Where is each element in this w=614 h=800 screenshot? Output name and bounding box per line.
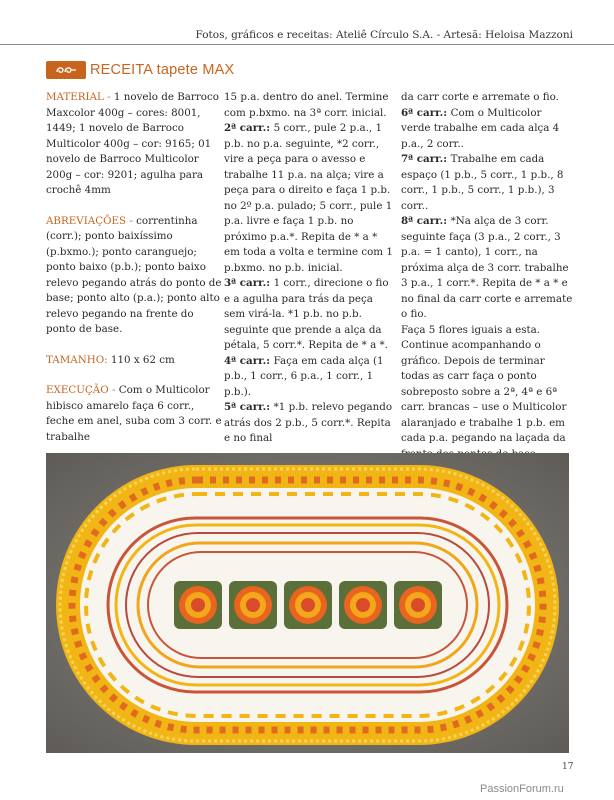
rug-photo	[46, 453, 569, 753]
size-text: 110 x 62 cm	[110, 353, 175, 366]
execution-label: EXECUÇÃO -	[46, 384, 119, 396]
page-header	[0, 29, 614, 45]
execution-paragraph	[46, 383, 222, 445]
row-3-text: 1 corr., direcione o fio e a agulha para trás da peça sem virá-la. *1 p.b. no p.b. seguinte que prende a alça da pétala, 5 corr.*. Repita de * a *.	[224, 277, 389, 351]
yarn-swirl-icon	[46, 61, 86, 79]
row-6-text: Com o Multicolor verde trabalhe em cada alça 4 p.a., 2 corr..	[401, 106, 560, 150]
row-8-label: 8ª carr.:	[401, 215, 451, 227]
row-7-paragraph	[401, 152, 573, 214]
execution-text: Com o Multicolor hibisco amarelo faça 6 corr., feche em anel, suba com 3 corr. e trabalhe	[46, 384, 222, 443]
size-paragraph	[46, 353, 222, 369]
row-2-text: 5 corr., pule 2 p.a., 1 p.b. no p.a. seguinte, *2 corr., vire a peça para o avesso e trabalhe 11 p.a. na alça; vire a peça para o direito e faça 1 p.b. no 2º p.a. pulado; 5 corr., pule 1 p.a. livre e faça 1 p.b. no próximo p.a.*. Repita de * a * em toda a volta e termine com 1 p.bxmo. no p.b. inicial.	[224, 122, 393, 274]
size-label: TAMANHO:	[46, 353, 111, 366]
row-5-text: *1 p.b. relevo pegando atrás dos 2 p.b., 5 corr.*. Repita e no final	[224, 401, 393, 444]
row-8-paragraph	[401, 214, 573, 323]
continue-note: Continue acompanhando o gráfico. Depois de terminar todas as carr faça o ponto sobreposto sobre a 2ª, 4ª e 6ª carr. brancas – use o Multicolor alaranjado e trabalhe 1 p.b. em cada p.a. pegando na laçada da	[401, 339, 567, 444]
col3-intro: da carr corte e arremate o fio.	[401, 91, 559, 103]
row-8-text: *Na alça de 3 corr. seguinte faça (3 p.a., 2 corr., 3 p.a. = 1 canto), 1 corr., na próxima alça de 3 corr. trabalhe 3 p.a., 1 corr.*. Repita de * a * e no final da carr corte e arremate o fio.	[401, 215, 573, 320]
row-7-label: 7ª carr.:	[401, 153, 451, 165]
material-text: 1 novelo de Barroco Maxcolor 400g – cores: 8001, 1449; 1 novelo de Barroco Multicolor 400g – cor: 9165; 01 novelo de Barroco Multicolor 200g – cor: 9201; agulha para crochê 4mm	[46, 91, 219, 196]
material-label: MATERIAL -	[46, 91, 114, 103]
row-4-label: 4ª carr.:	[224, 354, 274, 367]
watermark: PassionForum.ru	[480, 783, 564, 795]
row-5-label: 5ª carr.:	[224, 401, 274, 413]
column-3	[401, 90, 573, 462]
column-2	[224, 90, 396, 447]
abbreviations-text: correntinha (corr.); ponto baixíssimo (p.bxmo.); ponto caranguejo; ponto baixo (p.b.); ponto baixo relevo pegando atrás do ponto de base; ponto alto (p.a.); ponto alto relevo pegando na frente do ponto de base.	[46, 214, 222, 335]
row-3-paragraph	[224, 276, 396, 354]
row-2-label: 2ª carr.:	[224, 122, 274, 134]
header-divider	[0, 44, 614, 45]
col2-intro: 15 p.a. dentro do anel. Termine com p.bxmo. na 3ª corr. inicial.	[224, 91, 389, 119]
material-paragraph	[46, 90, 222, 199]
flowers-note: Faça 5 flores iguais a esta.	[401, 323, 541, 336]
row-6-label: 6ª carr.:	[401, 106, 451, 119]
row-7-text: Trabalhe em cada espaço (1 p.b., 5 corr., 1 p.b., 8 corr., 1 p.b., 5 corr., 1 p.b.), 3 corr..	[401, 153, 564, 212]
row-2-paragraph	[224, 121, 396, 276]
row-3-label: 3ª carr.:	[224, 277, 274, 289]
column-1	[46, 90, 222, 445]
row-6-paragraph	[401, 106, 573, 153]
title-text: RECEITA tapete MAX	[90, 62, 235, 78]
row-4-paragraph	[224, 354, 396, 401]
abbreviations-label: ABREVIAÇÕES -	[46, 214, 137, 227]
row-4-text: Faça em cada alça (1 p.b., 1 corr., 6 p.a., 1 corr., 1 p.b.).	[224, 354, 384, 398]
page-number: 17	[562, 762, 574, 772]
header-credits: Fotos, gráficos e receitas: Ateliê Círculo S.A. - Artesã: Heloisa Mazzoni	[195, 29, 573, 41]
row-5-paragraph	[224, 400, 396, 447]
recipe-title	[46, 60, 234, 80]
abbreviations-paragraph	[46, 214, 222, 338]
